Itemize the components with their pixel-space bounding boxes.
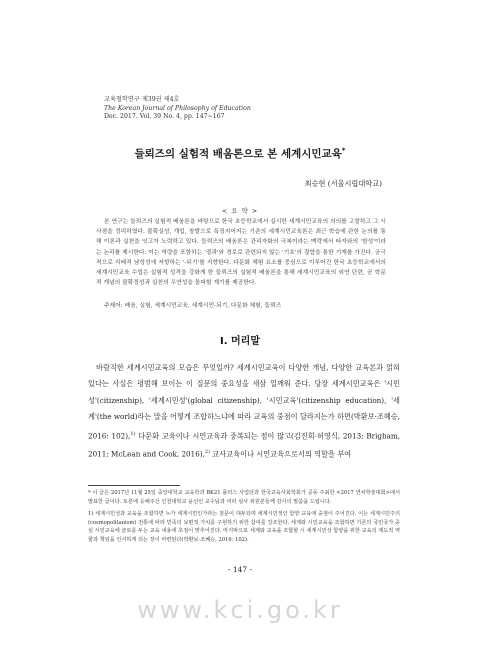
journal-volume-info: Dec. 2017. Vol. 39 No. 4, pp. 147~167 <box>104 113 225 121</box>
body-paragraph <box>88 360 400 463</box>
abstract-heading: < 요 약 > <box>221 207 259 215</box>
section-heading: Ⅰ. 머리말 <box>220 336 260 347</box>
footnote-ref-2: 2) <box>204 449 211 456</box>
journal-name-korean: 교육철학연구 제39권 제4호 <box>104 96 180 103</box>
footnote-1: 1) 세계시민성과 교육을 조합하면 누가 세계시민인가라는 질문이 대두되며 세계시민적인 함양 교육에 중점이 주어진다. 이는 세계시민주의(cosmopolitanism) 전통에 따라 민족의 보편적 가치를 구현하기 위한 참여를 강조한다. 세계와 시민교육을 조합하면 기존의 국민국가 중심 시민교육에 균로를 두는 교육 내용에 초점이 맞추어진다. 마지막으로 세계와 교육을 조합할 시 세계시민성 함양을 위한 교육의 제도적 역할과 책임을 인식하게 되는 장이 마련된다(박환보·조혜승, 2016: 102). <box>88 511 400 543</box>
page-number: - 147 - <box>227 565 253 574</box>
paper-title-text: 들뢰즈의 실험적 배움론으로 본 세계시민교육 <box>134 148 342 160</box>
footnote-divider <box>88 485 180 486</box>
title-footnote-mark: * <box>341 146 346 155</box>
body-text-part-2: 다문화 교육이나 시민교육과 중복되는 점이 많고(김진희·허영식, 2013; Brigham, 2011; McLean and Cook, 2016), <box>88 431 400 459</box>
body-text-part-3: 교사교육이나 시민교육으로서의 역할을 부여 <box>210 449 352 459</box>
author-affiliation: 최승현 (서울시립대학교) <box>304 179 382 188</box>
keywords: 주제어: 배움, 실험, 세계시민교육, 세계시민-되기, 다문화 체험, 들뢰즈 <box>104 303 282 309</box>
journal-header <box>104 96 251 122</box>
abstract-text: 본 연구는 들뢰즈의 실험적 배움론을 바탕으로 한국 초등학교에서 실시한 세계시민교육의 의의를 고찰하고 그 시사점을 정리하였다. 불확실성, 개입, 창발으로 특징지어지는 기존의 세계시민교육론은 최근 학습에 관한 논의를 통해 이론과 실천을 잇고자 노력하고 있다. 들뢰즈의 배움론은 관리자화의 극복이라는 맥락에서 타자와의 '함성'이라는 논리를 제시한다. 이는 역량을 포함하는 '경과'와 경로로 관련되지 않는 '기호'의 결합을 통한 기계를 가진다. 궁극적으로 지배적 남성성에 저항하는 '-되기'를 지향한다. 다문화 체험 요소를 중심으로 이루어진 한국 초등학교에서의 세계시민교육 수업은 실험적 성격을 강화게 한 들뢰즈의 실험적 배움론을 통해 세계시민교육의 외연 단련, 곧 학문적 개념의 불확정성과 실천의 우연성을 돌파할 계기를 제공한다. <box>96 219 386 287</box>
footnote-ref-1: 1) <box>130 430 136 437</box>
site-watermark: www.kci.go.kr <box>137 596 343 624</box>
paper-title <box>0 146 480 161</box>
journal-name-english: The Korean Journal of Philosophy of Education <box>104 104 251 112</box>
footnote-acknowledgement: * 이 글은 2017년 11월 25일 중앙대학교 교육학과 BK21 플러스 사업단과 한국교육사회학회가 공동 주최한 <2017 연차학술대회>에서 발표한 글이다. 토론에 응해주신 인천대학교 윤선인 교수님과 여러 심사 위원분들께 감사의 말씀을 드립니다. <box>88 490 400 505</box>
body-text-part-1: 바람직한 세계시민교육의 모습은 무엇일까? 세계시민교육이 다양한 개념, 다양한 교육론과 얽혀 있다는 사실은 평범해 보이는 이 질문의 중요성을 새삼 일깨워 준다. 당장 세계시민교육은 '시민성'(citizenship), '세계시민성'(global citizenship), '시민교육'(citizenship education), '세계'(the world)라는 말을 어떻게 조합하느냐에 따라 교육의 중점이 달라지는가 하면(박환보·조혜승, 2016: 102), <box>88 363 400 441</box>
